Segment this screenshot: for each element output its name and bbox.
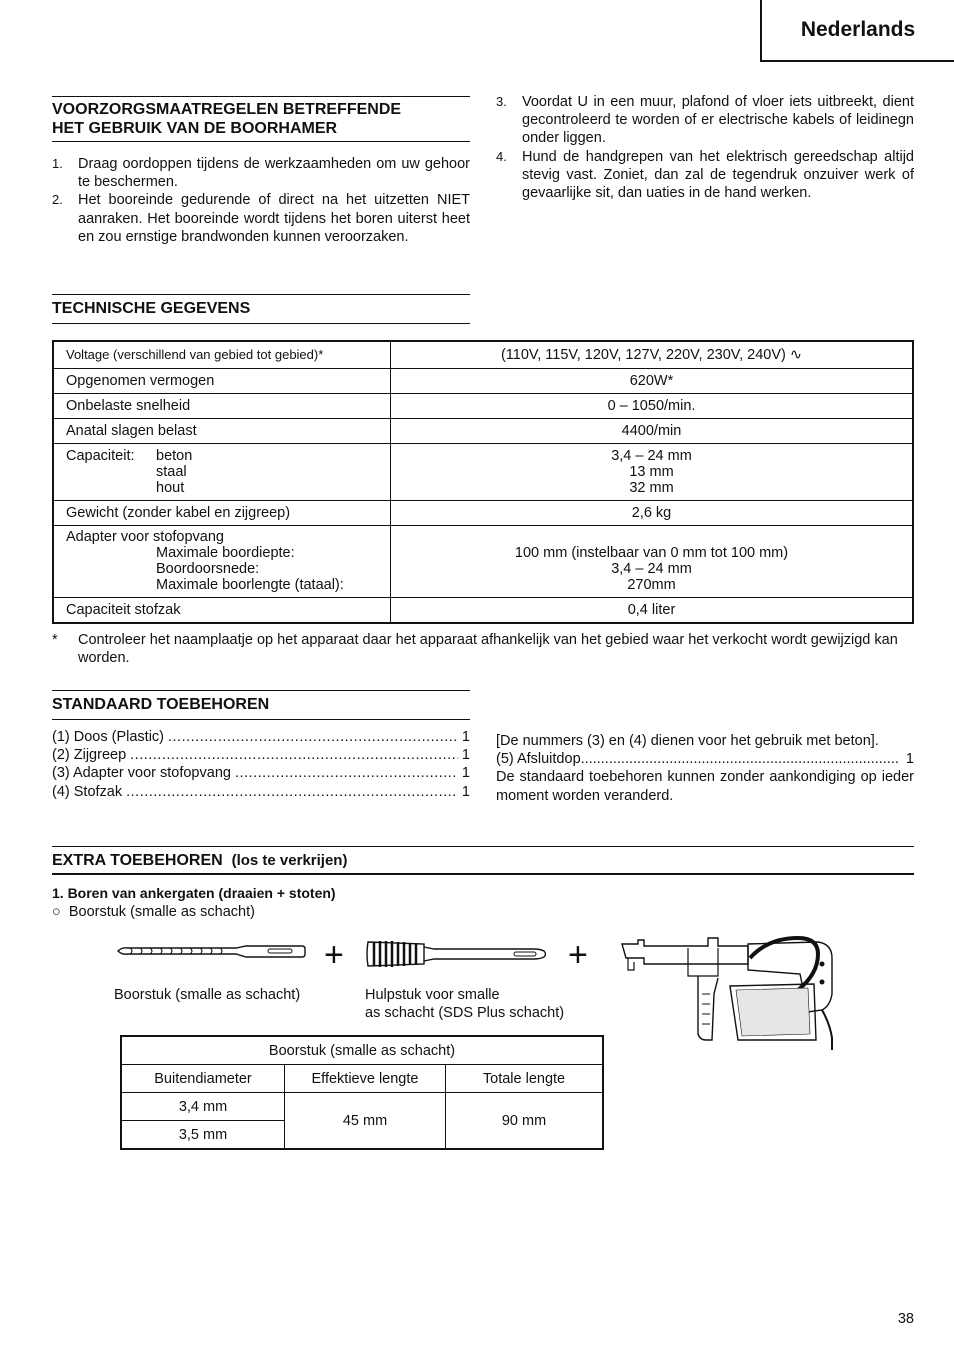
- spec-row-adapter: Adapter voor stofopvang Maximale boordiepte: Boordoorsnede: Maximale boorlengte (tataal): 100 mm (instelbaar van 0 mm tot 100 mm) 3,4 – 24 mm 270mm: [53, 525, 913, 597]
- extra-heading: EXTRA TOEBEHOREN (los te verkrijen): [52, 846, 914, 875]
- standard-note: [De nummers (3) en (4) dienen voor het gebruik met beton].: [496, 733, 879, 749]
- spec-footnote: * Controleer het naamplaatje op het apparaat daar het apparaat afhankelijk van het gebied waar het verkocht wordt gewijzigd kan worden.: [52, 632, 898, 667]
- list-item: (2) Zijgreep ..... 1: [52, 746, 470, 764]
- caption-adapter: Hulpstuk voor smalle as schacht (SDS Plus schacht): [365, 987, 565, 1022]
- standard-list: [52, 728, 470, 801]
- circle-bullet-icon: ○: [52, 904, 61, 920]
- spec-row-voltage: Voltage (verschillend van gebied tot gebied)* (110V, 115V, 120V, 127V, 220V, 230V, 240V) ∿: [53, 341, 913, 368]
- standard-item-5: (5) Afsluitdop ..... 1: [496, 750, 914, 768]
- table-row: 3,4 mm 45 mm 90 mm: [121, 1093, 603, 1121]
- plus-sign: +: [568, 936, 588, 974]
- precautions-title-line1: VOORZORGSMAATREGELEN BETREFFENDE: [52, 101, 402, 118]
- list-item: (1) Doos (Plastic) ..... 1: [52, 728, 470, 746]
- standard-change-note: De standaard toebehoren kunnen zonder aankondiging op ieder moment worden veranderd.: [496, 769, 914, 804]
- sds-adapter-icon: [364, 934, 550, 974]
- spec-row-weight: Gewicht (zonder kabel en zijgreep) 2,6 kg: [53, 500, 913, 525]
- technical-heading: TECHNISCHE GEGEVENS: [52, 294, 470, 324]
- ac-symbol: ∿: [789, 346, 803, 363]
- precaution-item: 4. Hund de handgrepen van het elektrisch gereedschap altijd stevig vast. Zoniet, dan zal de tegendruk onzuiver werk of gevaarlijke sit, dan uaties in de hand werken.: [496, 148, 914, 202]
- precautions-list-left: [52, 155, 470, 246]
- table-row: Boorstuk (smalle as schacht): [121, 1036, 603, 1065]
- spec-row-capacity: Capaciteit: beton staal hout 3,4 – 24 mm 13 mm 32 mm: [53, 443, 913, 500]
- language-tab: Nederlands: [760, 0, 954, 62]
- plus-sign: +: [324, 936, 344, 974]
- list-item: (3) Adapter voor stofopvang ..... 1: [52, 764, 470, 782]
- bit-table: [120, 1035, 604, 1150]
- extra-bullet: ○ Boorstuk (smalle as schacht): [52, 904, 255, 920]
- precautions-heading: [52, 96, 470, 142]
- extra-section-1: 1. Boren van ankergaten (draaien + stoten): [52, 885, 336, 901]
- table-row: 3,5 mm: [121, 1121, 603, 1150]
- drill-bit-icon: [116, 938, 306, 964]
- precaution-item: 1. Draag oordoppen tijdens de werkzaamheden om uw gehoor te beschermen.: [52, 156, 470, 191]
- rotary-hammer-icon: [618, 934, 848, 1052]
- spec-table: [52, 340, 914, 624]
- spec-row-speed: Onbelaste snelheid 0 – 1050/min.: [53, 393, 913, 418]
- precaution-item: 2. Het booreinde gedurende of direct na het uitzetten NIET aanraken. Het booreinde wordt tijdens het boren uiterst heet en zou ernstige brandwonden kunnen veroorzaken.: [52, 192, 470, 245]
- page-number: 38: [897, 1311, 914, 1327]
- caption-drill-bit: Boorstuk (smalle as schacht): [114, 987, 301, 1003]
- standard-notes: [496, 732, 914, 805]
- table-row: Buitendiameter Effektieve lengte Totale lengte: [121, 1065, 603, 1093]
- list-item: (4) Stofzak ..... 1: [52, 783, 470, 801]
- spec-row-impact: Anatal slagen belast 4400/min: [53, 418, 913, 443]
- precaution-item: 3. Voordat U in een muur, plafond of vloer iets uitbreekt, dient gecontroleerd te worden of er electrische kabels of leidinegn onder liggen.: [496, 94, 914, 147]
- spec-row-power: Opgenomen vermogen 620W*: [53, 368, 913, 393]
- precautions-title-line2: HET GEBRUIK VAN DE BOORHAMER: [52, 120, 338, 137]
- standard-heading: STANDAARD TOEBEHOREN: [52, 690, 470, 720]
- spec-row-bag: Capaciteit stofzak 0,4 liter: [53, 597, 913, 623]
- precautions-list-right: [496, 93, 914, 202]
